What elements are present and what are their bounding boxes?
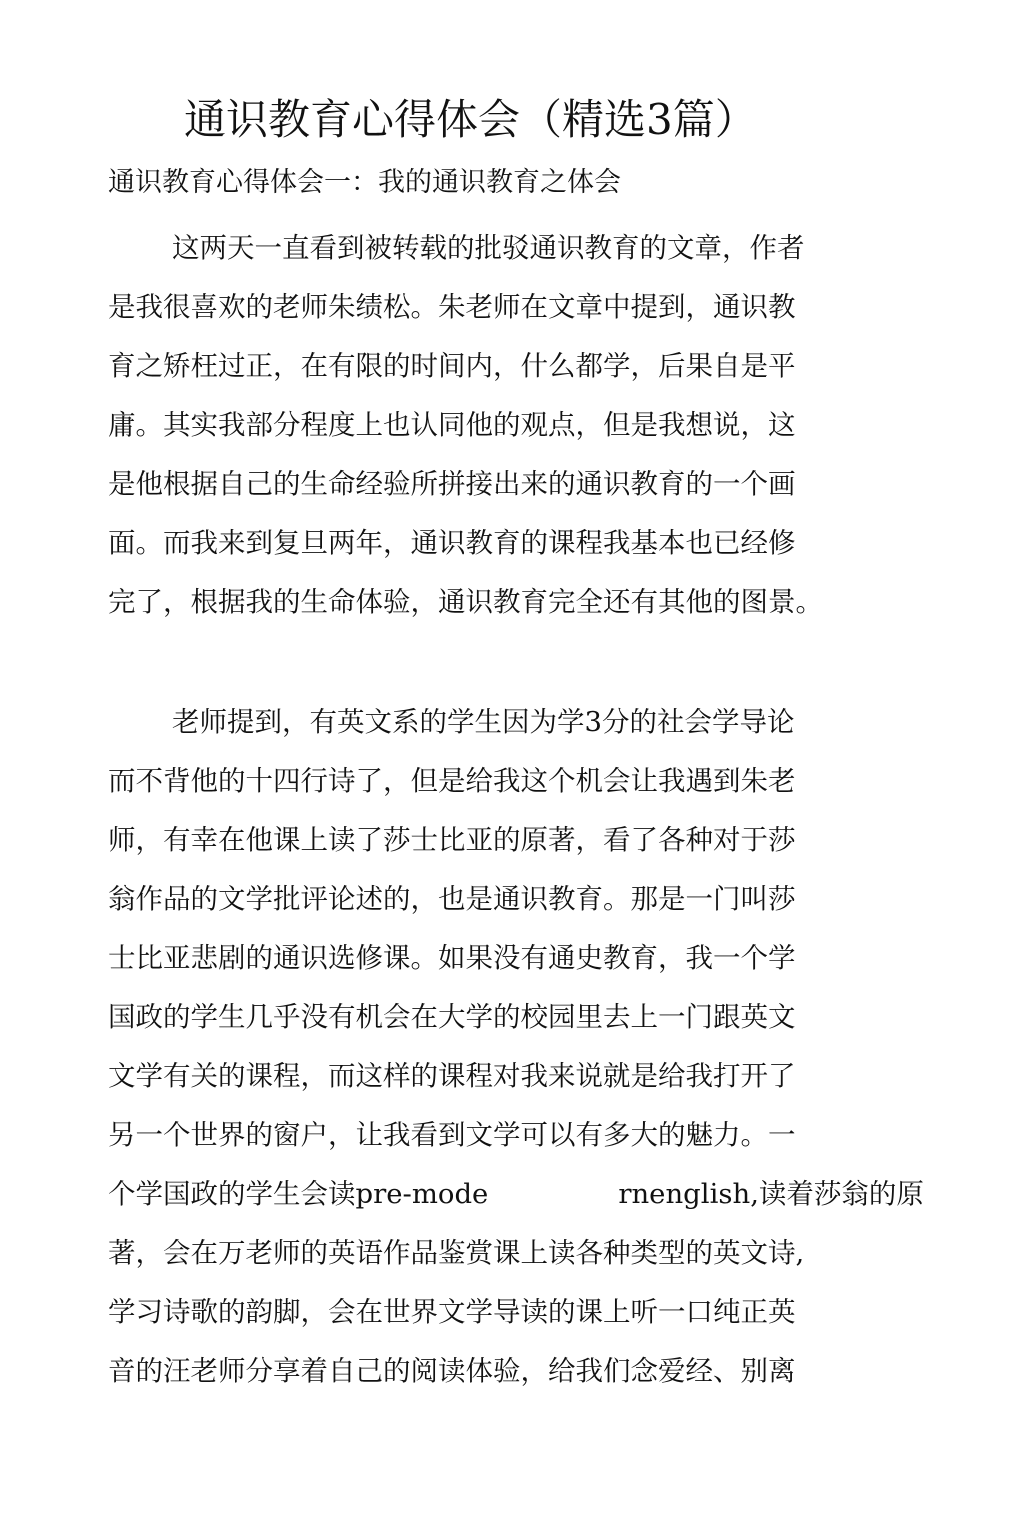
paragraph-line: 是他根据自己的生命经验所拼接出来的通识教育的一个画 [108,468,796,500]
paragraph-line: 庸。其实我部分程度上也认同他的观点，但是我想说，这 [108,409,796,441]
paragraph-line: 翁作品的文学批评论述的，也是通识教育。那是一门叫莎 [108,883,796,915]
paragraph-line: 著，会在万老师的英语作品鉴赏课上读各种类型的英文诗, [108,1237,805,1269]
paragraph-line: 是我很喜欢的老师朱绩松。朱老师在文章中提到，通识教 [108,291,796,323]
section-heading: 通识教育心得体会一：我的通识教育之体会 [108,167,621,198]
paragraph-line: 士比亚悲剧的通识选修课。如果没有通史教育，我一个学 [108,942,796,974]
paragraph-line: 文学有关的课程，而这样的课程对我来说就是给我打开了 [108,1060,796,1092]
paragraph-line: 育之矫枉过正，在有限的时间内，什么都学，后果自是平 [108,350,796,382]
paragraph-line: 而不背他的十四行诗了，但是给我这个机会让我遇到朱老 [108,765,796,797]
paragraph-line: 另一个世界的窗户，让我看到文学可以有多大的魅力。一 [108,1119,796,1151]
paragraph-line-right: rnenglish,读着莎翁的原 [618,1178,924,1210]
paragraph-line: 这两天一直看到被转载的批驳通识教育的文章，作者 [172,232,805,264]
paragraph-line: 老师提到，有英文系的学生因为学3分的社会学导论 [172,706,795,738]
paragraph-line: 国政的学生几乎没有机会在大学的校园里去上一门跟英文 [108,1001,796,1033]
paragraph-line-split [108,1174,924,1214]
paragraph-line: 音的汪老师分享着自己的阅读体验，给我们念爱经、别离 [108,1355,796,1387]
paragraph-line-left: 个学国政的学生会读pre-mode [108,1178,489,1210]
paragraph-line: 师，有幸在他课上读了莎士比亚的原著，看了各种对于莎 [108,824,796,856]
paragraph-line: 面。而我来到复旦两年，通识教育的课程我基本也已经修 [108,527,796,559]
document-title: 通识教育心得体会（精选3篇） [184,95,757,144]
paragraph-line: 完了，根据我的生命体验，通识教育完全还有其他的图景。 [108,586,823,618]
paragraph-line: 学习诗歌的韵脚，会在世界文学导读的课上听一口纯正英 [108,1296,796,1328]
